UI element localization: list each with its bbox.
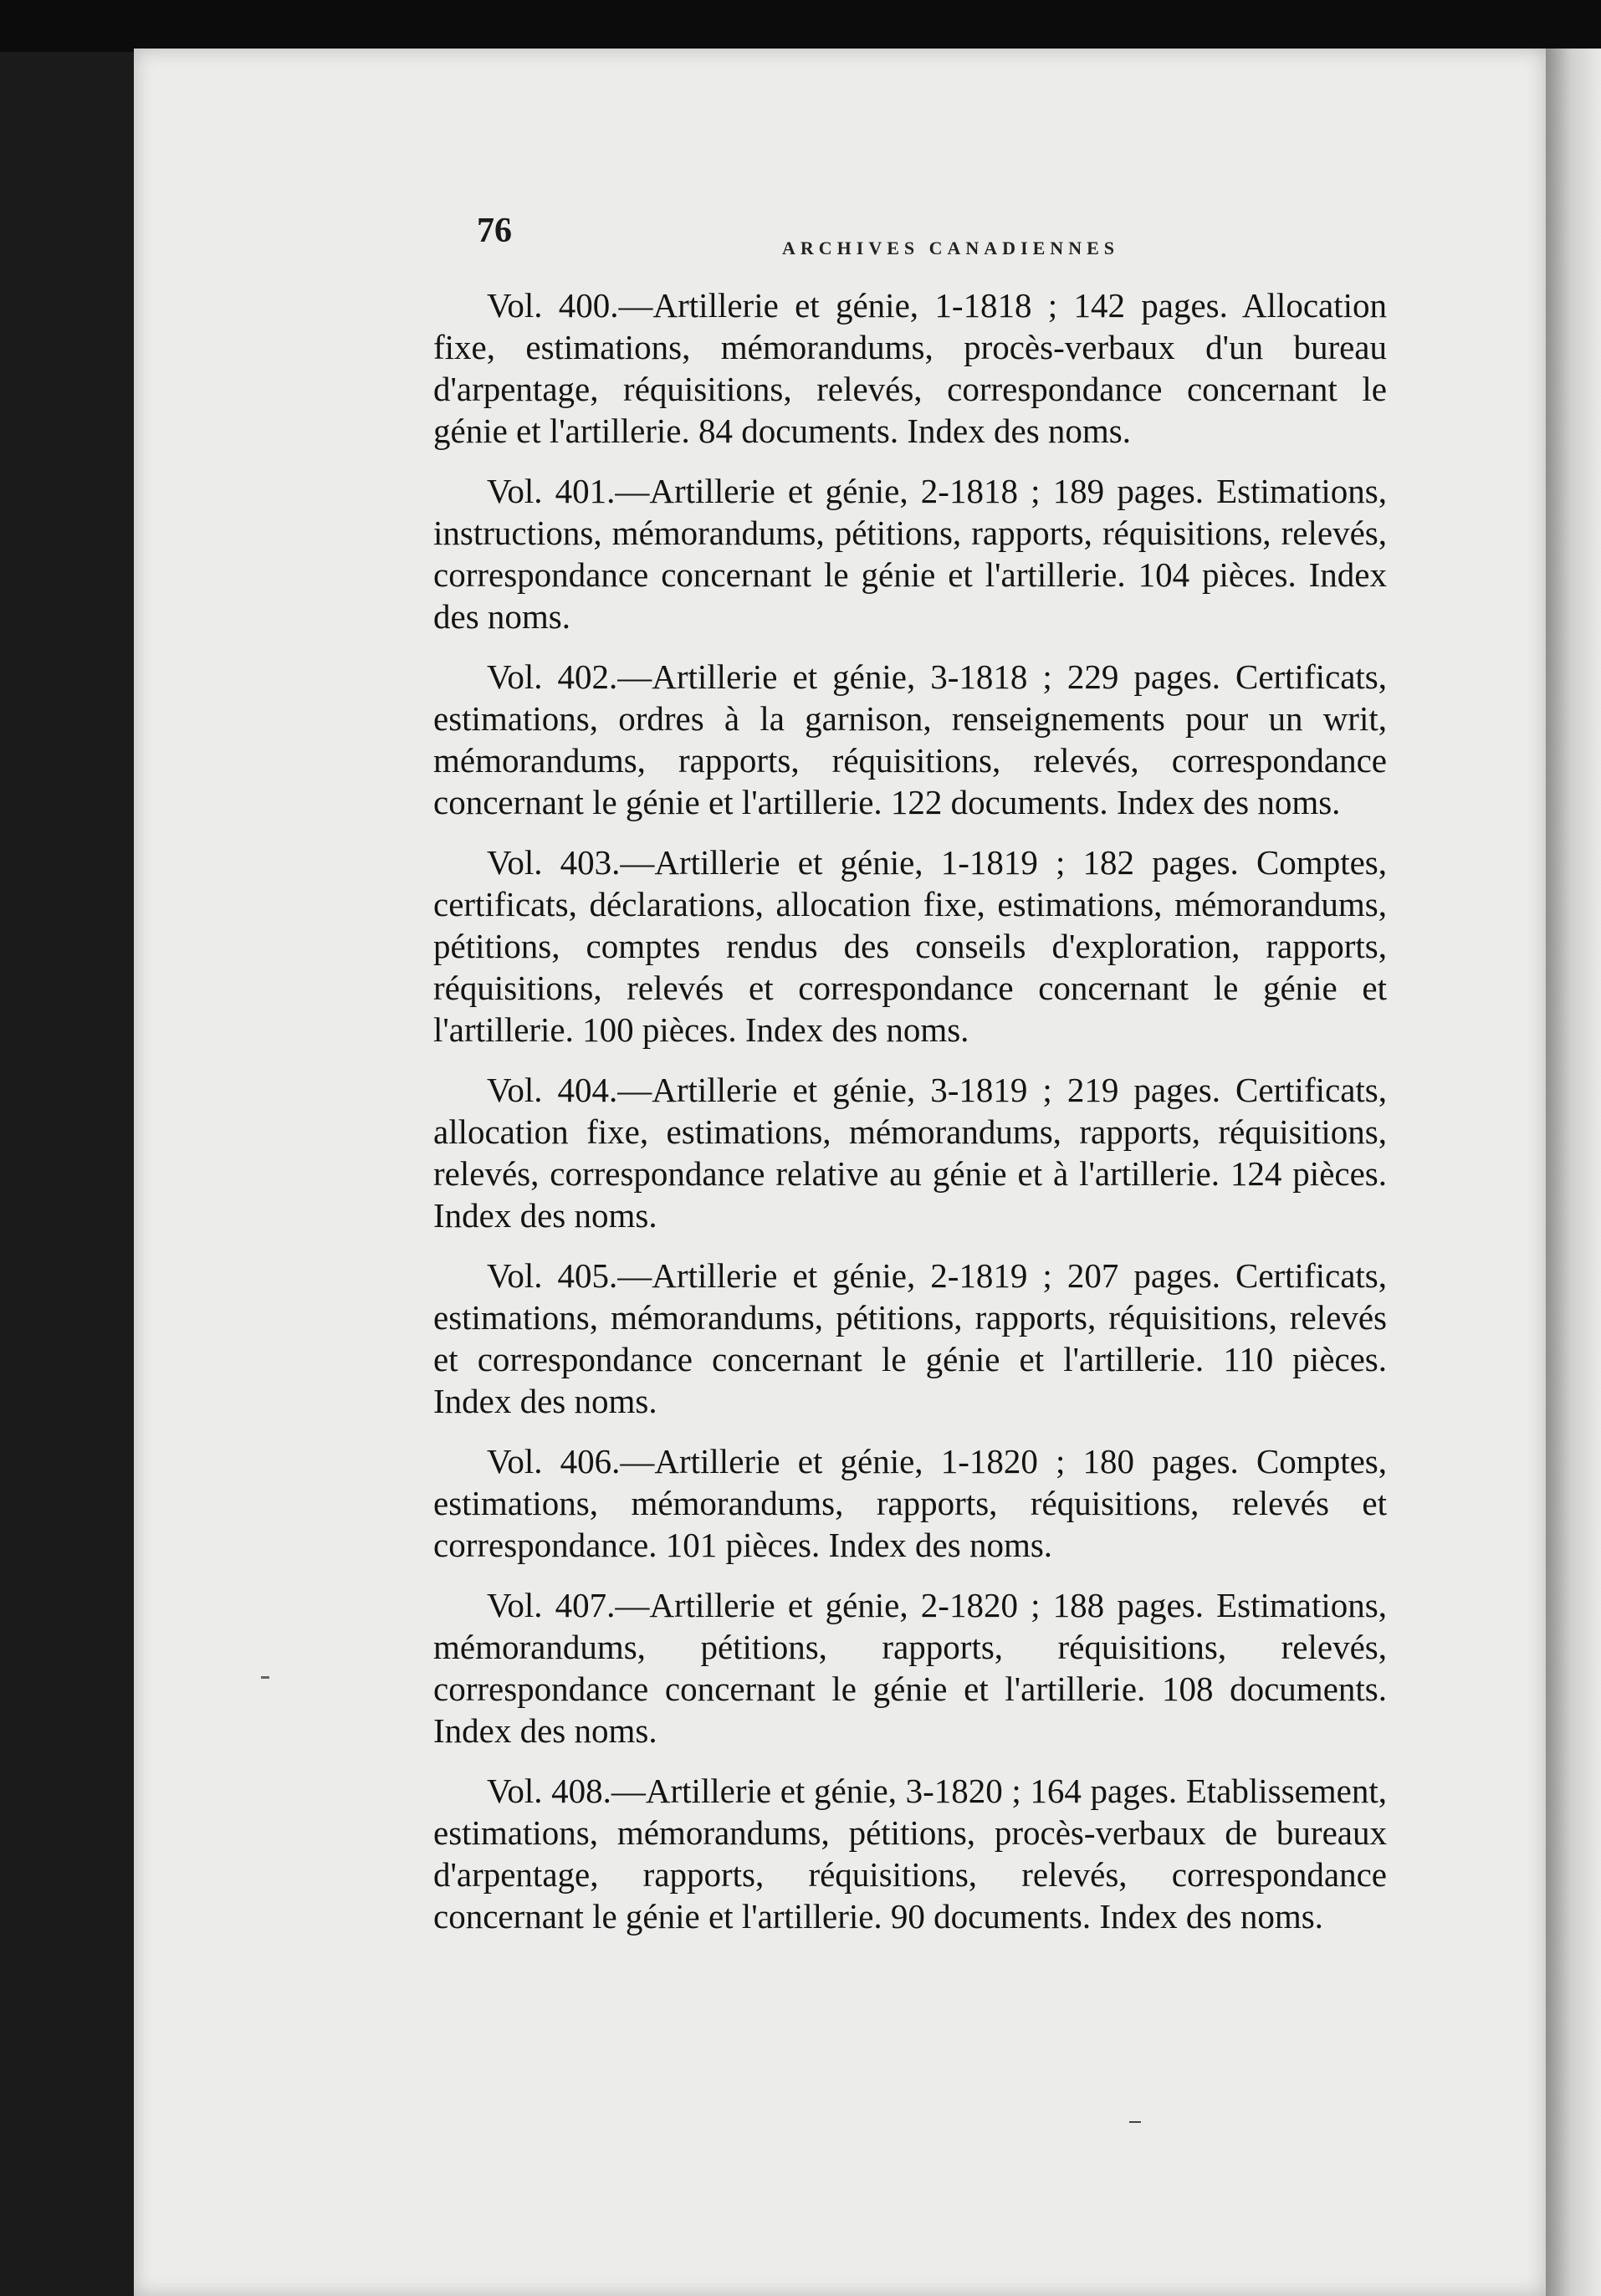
margin-mark — [261, 1676, 269, 1679]
entry-vol-408: Vol. 408.—Artillerie et génie, 3-1820 ; 164 pages. Etablissement, estimations, mémorandums, pétitions, procès-verbaux de bureaux d'arpentage, rapports, réquisitions, relevés, correspondance concernant le génie et l'artillerie. 90 documents. Index des noms. — [433, 1772, 1387, 1935]
entry-vol-405: Vol. 405.—Artillerie et génie, 2-1819 ; 207 pages. Certificats, estimations, mémorandums, pétitions, rapports, réquisitions, relevés et correspondance concernant le génie et l'artillerie. 110 pièces. Index des noms. — [433, 1256, 1387, 1420]
entry-vol-406: Vol. 406.—Artillerie et génie, 1-1820 ; 180 pages. Comptes, estimations, mémorandums, rapports, réquisitions, relevés et correspondance. 101 pièces. Index des noms. — [433, 1442, 1387, 1564]
entry-vol-403: Vol. 403.—Artillerie et génie, 1-1819 ; 182 pages. Comptes, certificats, déclarations, allocation fixe, estimations, mémorandums, pétitions, comptes rendus des conseils d'exploration, rapports, réquisitions, relevés et correspondance concernant le génie et l'artillerie. 100 pièces. Index des noms. — [433, 843, 1387, 1049]
running-head: ARCHIVES CANADIENNES — [782, 238, 1119, 258]
entry-vol-400: Vol. 400.—Artillerie et génie, 1-1818 ; 142 pages. Allocation fixe, estimations, mémorandums, procès-verbaux d'un bureau d'arpentage, réquisitions, relevés, correspondance concernant le génie et l'artillerie. 84 documents. Index des noms. — [433, 286, 1387, 450]
entry-vol-404: Vol. 404.—Artillerie et génie, 3-1819 ; 219 pages. Certificats, allocation fixe, estimations, mémorandums, rapports, réquisitions, relevés, correspondance relative au génie et à l'artillerie. 124 pièces. Index des noms. — [433, 1071, 1387, 1235]
entry-vol-402: Vol. 402.—Artillerie et génie, 3-1818 ; 229 pages. Certificats, estimations, ordres à la garnison, renseignements pour un writ, mémorandums, rapports, réquisitions, relevés, correspondance concernant le génie et l'artillerie. 122 documents. Index des noms. — [433, 657, 1387, 821]
entry-vol-401: Vol. 401.—Artillerie et génie, 2-1818 ; 189 pages. Estimations, instructions, mémorandums, pétitions, rapports, réquisitions, relevés, correspondance concernant le génie et l'artillerie. 104 pièces. Index des noms. — [433, 472, 1387, 636]
volume-entries — [433, 284, 1387, 1956]
entry-vol-407: Vol. 407.—Artillerie et génie, 2-1820 ; 188 pages. Estimations, mémorandums, pétitions, rapports, réquisitions, relevés, correspondance concernant le génie et l'artillerie. 108 documents. Index des noms. — [433, 1586, 1387, 1750]
scanner-border — [0, 0, 1601, 52]
page-number: 76 — [477, 212, 512, 250]
stray-mark — [1129, 2121, 1141, 2123]
page-edge — [1546, 49, 1601, 2296]
